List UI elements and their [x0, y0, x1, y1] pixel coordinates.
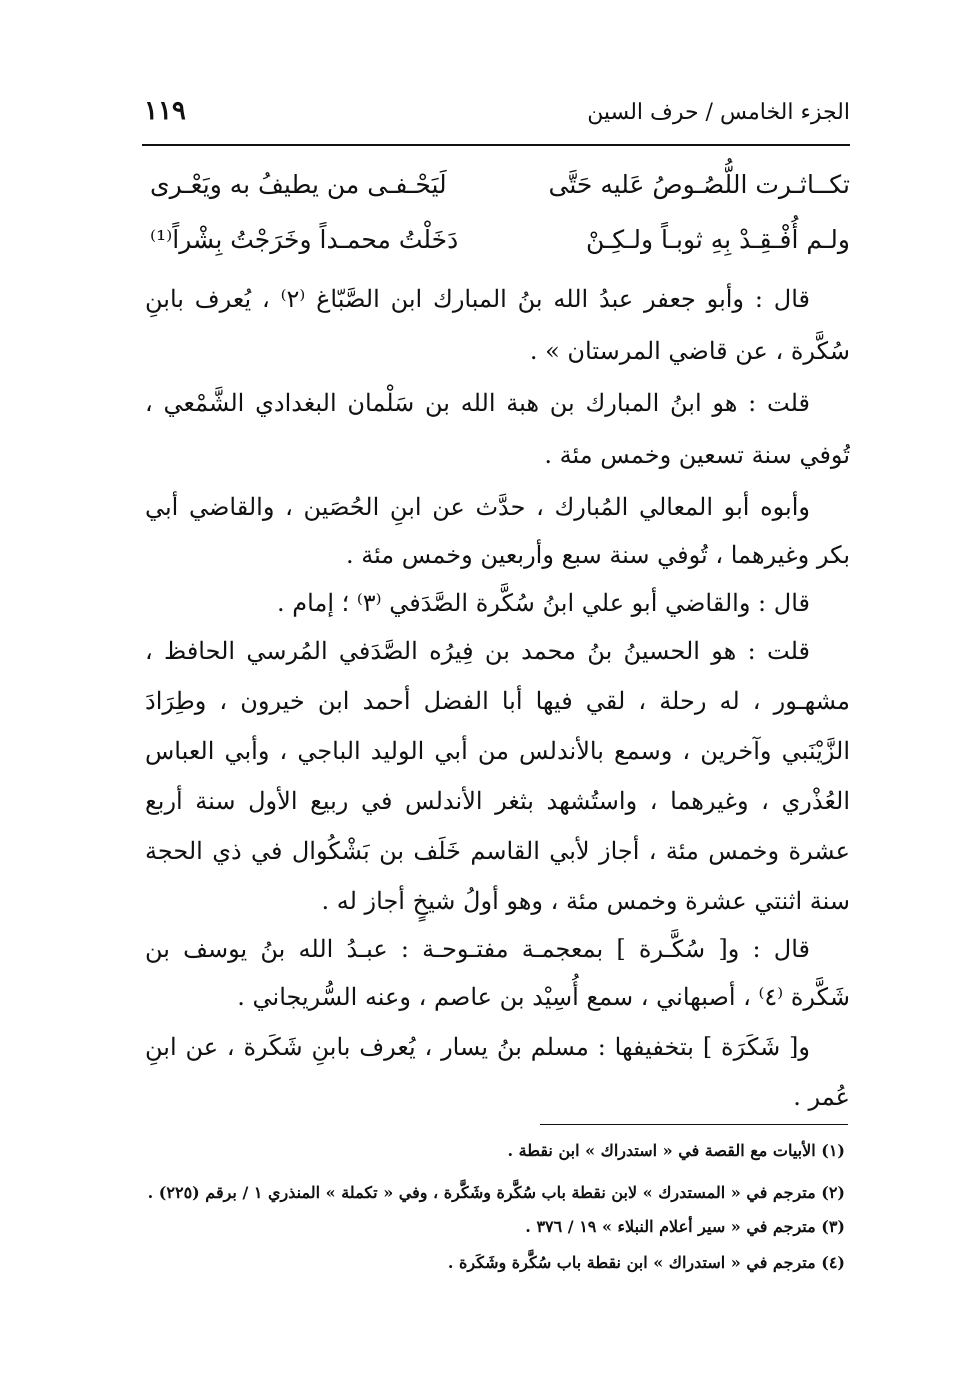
footnote: (٢) مترجم في « المستدرك » لابن نقطة باب سُكَّرة وشَكَّرة ، وفي « تكملة » المنذري ١ / برقم (٢٢٥) .	[147, 1183, 845, 1202]
body-line: العُذْري ، وغيرهما ، واستُشهد بثغر الأندلس في ربيع الأول سنة أربع	[145, 787, 850, 815]
footnote: (٣) مترجم في « سير أعلام النبلاء » ١٩ / ٣٧٦ .	[525, 1217, 845, 1236]
page-header	[140, 92, 850, 142]
body-line: قال : وأبو جعفر عبدُ الله بنُ المبارك ابن الصَّبّاغ ⁽٢⁾ ، يُعرف بابنِ	[145, 285, 810, 313]
poem-verse	[150, 225, 850, 271]
body-line: بكر وغيرهما ، تُوفي سنة سبع وأربعين وخمس مئة .	[345, 541, 850, 569]
body-line: عُمر .	[793, 1083, 850, 1111]
footnote: (١) الأبيات مع القصة في « استدراك » ابن نقطة .	[507, 1141, 845, 1160]
body-line: شَكَّرة ⁽٤⁾ ، أصبهاني ، سمع أُسِيْد بن عاصم ، وعنه السُّريجاني .	[237, 983, 850, 1011]
running-head: الجزء الخامس / حرف السين	[587, 100, 850, 125]
verse-first-hemistich: ولـم أُفْـقِـدْ بِهِ ثوبـاً ولـكِـنْ	[585, 225, 850, 254]
body-line: قلت : هو الحسينُ بنُ محمد بن فِيرُه الصَّدَفي المُرسي الحافظ ،	[145, 637, 810, 665]
body-line: سُكَّرة ، عن قاضي المرستان » .	[529, 337, 850, 365]
body-line: عشرة وخمس مئة ، أجاز لأبي القاسم خَلَف بن بَشْكُوال في ذي الحجة	[145, 837, 850, 865]
footnote-rule	[540, 1124, 848, 1125]
body-line: سنة اثنتي عشرة وخمس مئة ، وهو أولُ شيخٍ أجاز له .	[321, 887, 850, 915]
verse-second-hemistich: لَيَحْـفـى من يطيفُ به ويَعْـرى	[150, 170, 447, 199]
body-line: و[ شَكَرَة ] بتخفيفها : مسلم بنُ يسار ، يُعرف بابنِ شَكَرة ، عن ابنِ	[145, 1033, 810, 1061]
verse-second-hemistich: دَخَلْتُ محمـداً وخَرَجْتُ بِشْراً⁽¹⁾	[150, 225, 459, 254]
body-line: مشهـور ، له رحلة ، لقي فيها أبا الفضل أحمد ابن خيرون ، وطِرَادَ	[145, 687, 850, 715]
body-line: قال : و[ سُكَّـرة ] بمعجمـة مفتـوحـة : عبـدُ الله بنُ يوسف بن	[145, 935, 810, 963]
body-line: تُوفي سنة تسعين وخمس مئة .	[544, 441, 850, 469]
footnote: (٤) مترجم في « استدراك » ابن نقطة باب سُكَّرة وشَكَرة .	[447, 1253, 845, 1272]
header-rule	[142, 144, 850, 146]
body-line: قلت : هو ابنُ المبارك بن هبة الله بن سَلْمان البغدادي الشَّمْعي ،	[145, 389, 810, 417]
verse-first-hemistich: تكــاثـرت اللُّصُـوصُ عَليه حَتَّى	[548, 170, 850, 199]
body-line: وأبوه أبو المعالي المُبارك ، حدَّث عن ابنِ الحُصَين ، والقاضي أبي	[145, 493, 810, 521]
body-line: الزَّيْنَبي وآخرين ، وسمع بالأندلس من أبي الوليد الباجي ، وأبي العباس	[145, 737, 850, 765]
page-number: ١١٩	[144, 96, 186, 126]
body-line: قال : والقاضي أبو علي ابنُ سُكَّرة الصَّدَفي ⁽٣⁾ ؛ إمام .	[277, 589, 810, 617]
poem-verse	[150, 170, 850, 216]
